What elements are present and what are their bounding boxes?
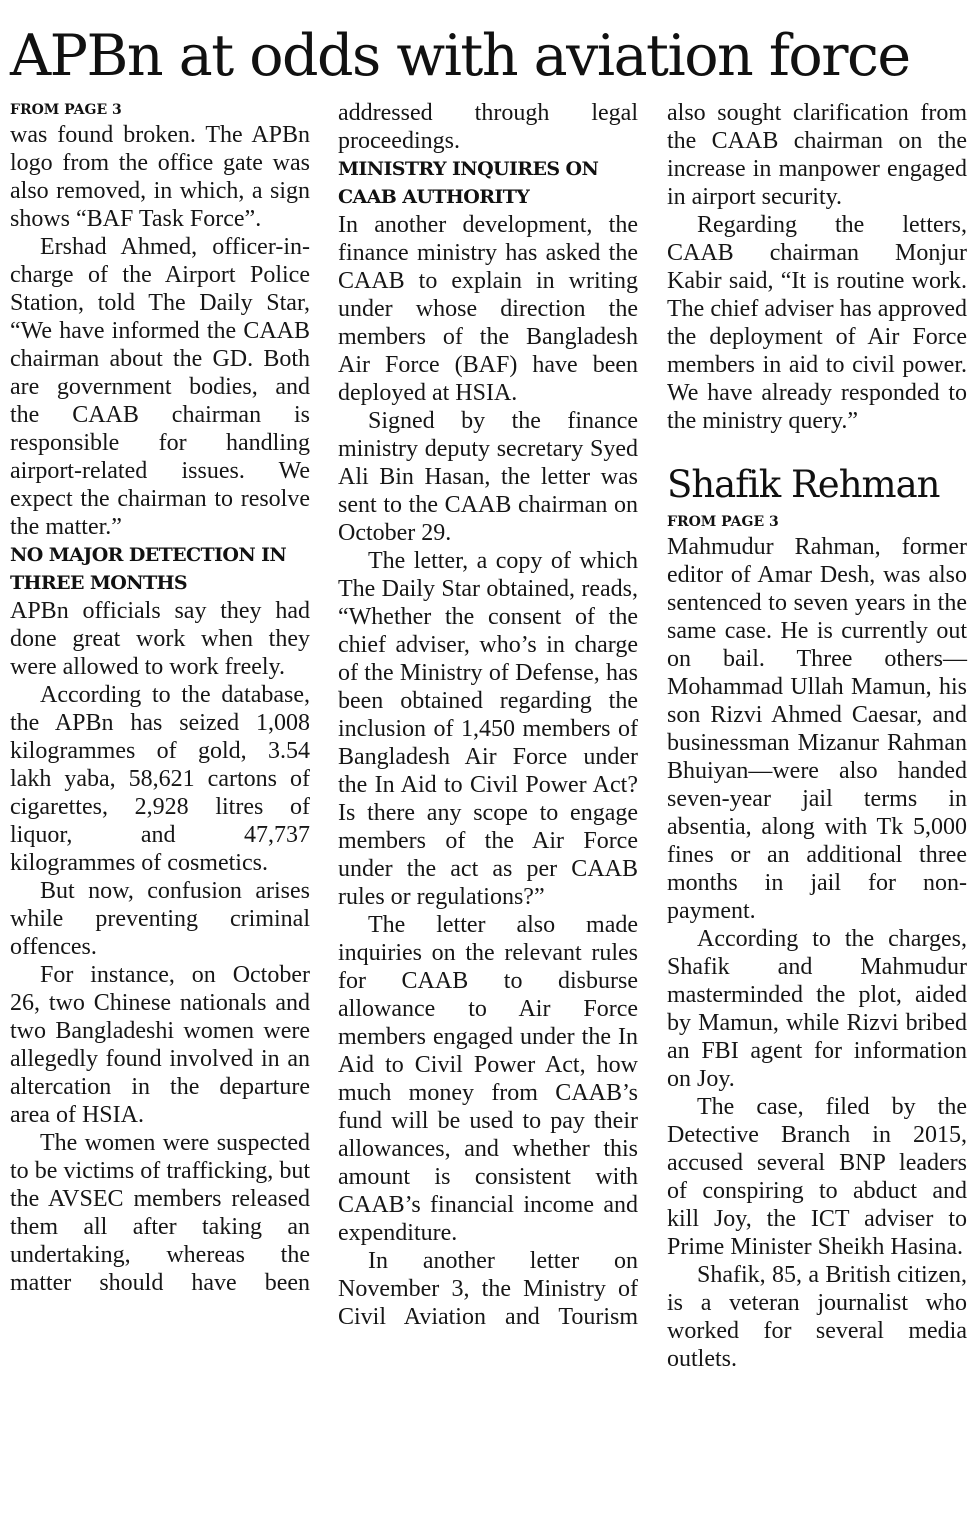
column-3 (667, 99, 967, 1373)
column-2 (338, 99, 638, 1331)
article-headline: APBn at odds with aviation force (10, 23, 910, 89)
body-paragraph: Regarding the letters, CAAB chairman Monjur Kabir said, “It is routine work. The chief adviser has approved the deployment of Air Force members in aid to civil power. We have already responded to the ministry query.” (667, 212, 967, 434)
second-story-headline: Shafik Rehman (667, 463, 940, 506)
from-page-kicker: FROM PAGE 3 (667, 514, 779, 530)
body-paragraph: Signed by the finance ministry deputy secretary Syed Ali Bin Hasan, the letter was sent to the CAAB chairman on October 29. (338, 408, 638, 546)
body-paragraph: For instance, on October 26, two Chinese nationals and two Bangladeshi women were allegedly found involved in an altercation in the departure area of HSIA. (10, 962, 310, 1128)
body-paragraph: The women were suspected to be victims of trafficking, but the AVSEC members released them all after taking an undertaking, whereas the matter should have been (10, 1130, 310, 1296)
body-paragraph: The letter, a copy of which The Daily Star obtained, reads, “Whether the consent of the chief adviser, who’s in charge of the Ministry of Defense, has been obtained regarding the inclusion of 1,450 members of Bangladesh Air Force under the In Aid to Civil Power Act? Is there any scope to engage members of the Air Force under the act as per CAAB rules or regulations?” (338, 548, 638, 910)
body-paragraph: was found broken. The APBn logo from the office gate was also removed, in which, a sign shows “BAF Task Force”. (10, 122, 310, 232)
subheading: MINISTRY INQUIRES ON CAAB AUTHORITY (338, 158, 599, 208)
body-paragraph: The letter also made inquiries on the relevant rules for CAAB to disburse allowance to Air Force members engaged under the In Aid to Civil Power Act, how much money from CAAB’s fund will be used to pay their allowances, and whether this amount is consistent with CAAB’s financial income and expenditure. (338, 912, 638, 1246)
subheading: NO MAJOR DETECTION IN THREE MONTHS (10, 544, 287, 594)
body-paragraph: According to the charges, Shafik and Mahmudur masterminded the plot, aided by Mamun, while Rizvi bribed an FBI agent for information on Joy. (667, 926, 967, 1092)
from-page-kicker: FROM PAGE 3 (10, 102, 122, 118)
body-paragraph: The case, filed by the Detective Branch in 2015, accused several BNP leaders of conspiring to abduct and kill Joy, the ICT adviser to Prime Minister Sheikh Hasina. (667, 1094, 967, 1260)
body-paragraph: APBn officials say they had done great work when they were allowed to work freely. (10, 598, 310, 680)
body-paragraph: But now, confusion arises while preventing criminal offences. (10, 878, 310, 960)
body-paragraph: also sought clarification from the CAAB chairman on the increase in manpower engaged in airport security. (667, 100, 967, 210)
body-paragraph: In another development, the finance ministry has asked the CAAB to explain in writing under whose direction the members of the Bangladesh Air Force (BAF) have been deployed at HSIA. (338, 212, 638, 406)
body-paragraph: addressed through legal proceedings. (338, 100, 638, 154)
body-paragraph: Shafik, 85, a British citizen, is a veteran journalist who worked for several media outlets. (667, 1262, 967, 1372)
body-paragraph: Ershad Ahmed, officer-in-charge of the Airport Police Station, told The Daily Star, “We have informed the CAAB chairman about the GD. Both are government bodies, and the CAAB chairman is responsible for handling airport-related issues. We expect the chairman to resolve the matter.” (10, 234, 310, 540)
column-1 (10, 99, 310, 1297)
body-paragraph: In another letter on November 3, the Ministry of Civil Aviation and Tourism (338, 1248, 638, 1330)
body-paragraph: Mahmudur Rahman, former editor of Amar Desh, was also sentenced to seven years in the same case. He is currently out on bail. Three others—Mohammad Ullah Mamun, his son Rizvi Ahmed Caesar, and businessman Mizanur Rahman Bhuiyan—were also handed seven-year jail terms in absentia, along with Tk 5,000 fines or an additional three months in jail for non-payment. (667, 534, 967, 924)
body-paragraph: According to the database, the APBn has seized 1,008 kilogrammes of gold, 3.54 lakh yaba, 58,621 cartons of cigarettes, 2,928 litres of liquor, and 47,737 kilogrammes of cosmetics. (10, 682, 310, 876)
